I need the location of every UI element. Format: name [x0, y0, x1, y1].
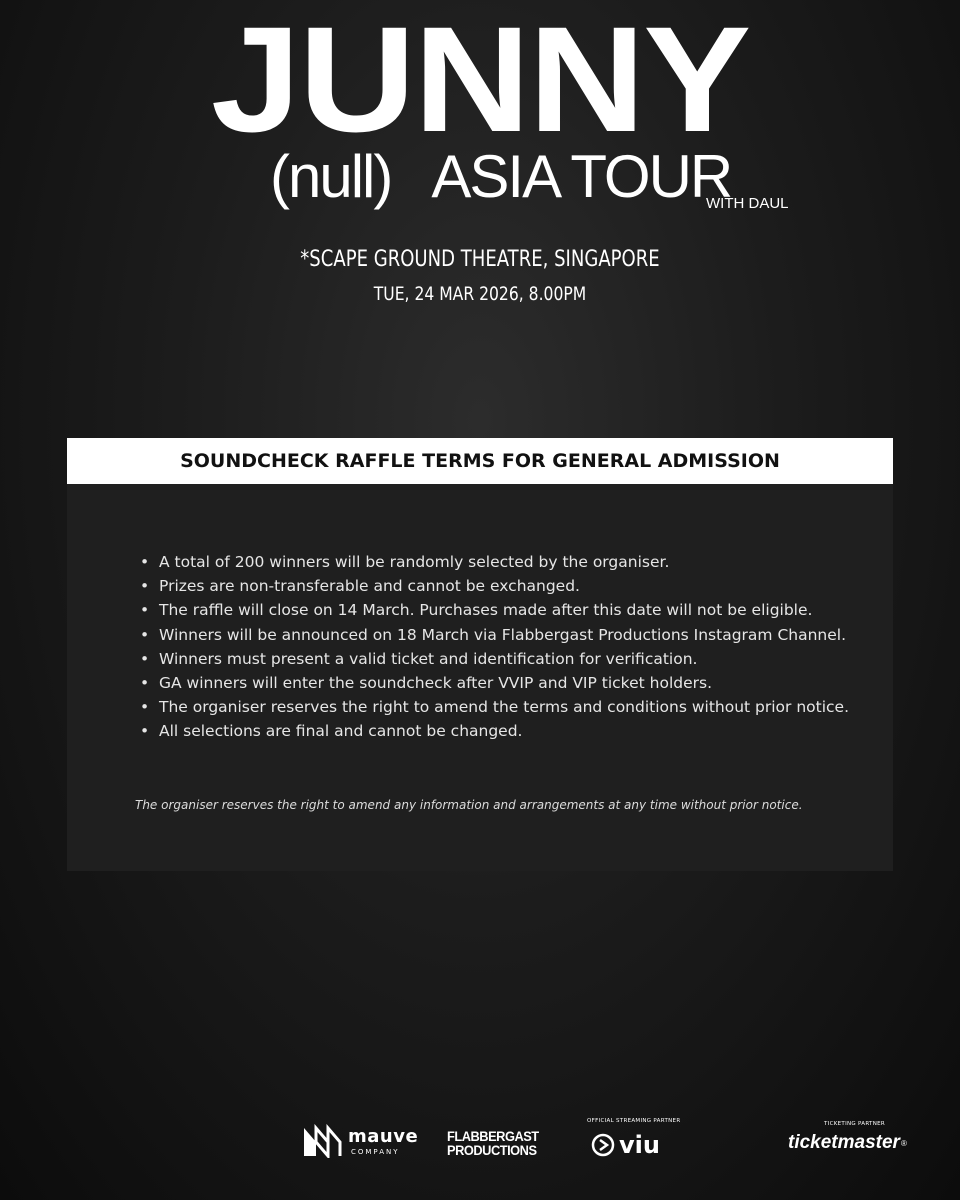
- flabbergast-logo: [447, 1130, 561, 1158]
- venue: *SCAPE GROUND THEATRE, SINGAPORE: [300, 247, 660, 272]
- terms-heading: SOUNDCHECK RAFFLE TERMS FOR GENERAL ADMISSION: [67, 438, 893, 484]
- subtitle-asia-tour: ASIA TOUR: [431, 143, 732, 210]
- flabbergast-line1: FLABBERGAST: [447, 1129, 539, 1144]
- viu-play-icon: [591, 1133, 615, 1157]
- mauve-m-icon: [302, 1124, 342, 1158]
- ticketmaster-logo: [788, 1120, 918, 1160]
- list-item: • GA winners will enter the soundcheck after VVIP and VIP ticket holders.: [159, 671, 849, 695]
- terms-list: [159, 550, 849, 744]
- mauve-company-logo: [302, 1124, 419, 1160]
- poster-subtitle: [270, 142, 731, 212]
- registered-mark: ®: [900, 1139, 907, 1148]
- list-item: • The organiser reserves the right to amend the terms and conditions without prior notice.: [159, 695, 849, 719]
- mauve-sub: COMPANY: [351, 1148, 400, 1156]
- list-item: • Winners will be announced on 18 March via Flabbergast Productions Instagram Channel.: [159, 623, 849, 647]
- terms-panel: [67, 438, 893, 871]
- list-item: • A total of 200 winners will be randomly selected by the organiser.: [159, 550, 849, 574]
- disclaimer-notice: The organiser reserves the right to amend any information and arrangements at any time without prior notice.: [135, 798, 803, 812]
- viu-word: viu: [619, 1131, 660, 1159]
- list-item: • All selections are final and cannot be changed.: [159, 719, 849, 743]
- list-item: • Winners must present a valid ticket and identification for verification.: [159, 647, 849, 671]
- viu-caption: OFFICIAL STREAMING PARTNER: [587, 1118, 681, 1124]
- flabbergast-line2: PRODUCTIONS: [447, 1143, 537, 1158]
- subtitle-null: (null): [270, 143, 392, 210]
- event-date: TUE, 24 MAR 2026, 8.00PM: [373, 283, 587, 305]
- ticketmaster-word: ticketmaster: [788, 1132, 900, 1153]
- list-item: • Prizes are non-transferable and cannot be exchanged.: [159, 574, 849, 598]
- ticketmaster-caption: TICKETING PARTNER: [824, 1121, 886, 1127]
- viu-logo: [587, 1118, 681, 1162]
- list-item: • The raffle will close on 14 March. Purchases made after this date will not be eligible.: [159, 598, 849, 622]
- poster-title: JUNNY: [210, 0, 750, 163]
- ticketmaster-word-wrap: [788, 1132, 907, 1154]
- with-daul: WITH DAUL: [706, 195, 789, 212]
- mauve-word: mauve: [348, 1126, 419, 1147]
